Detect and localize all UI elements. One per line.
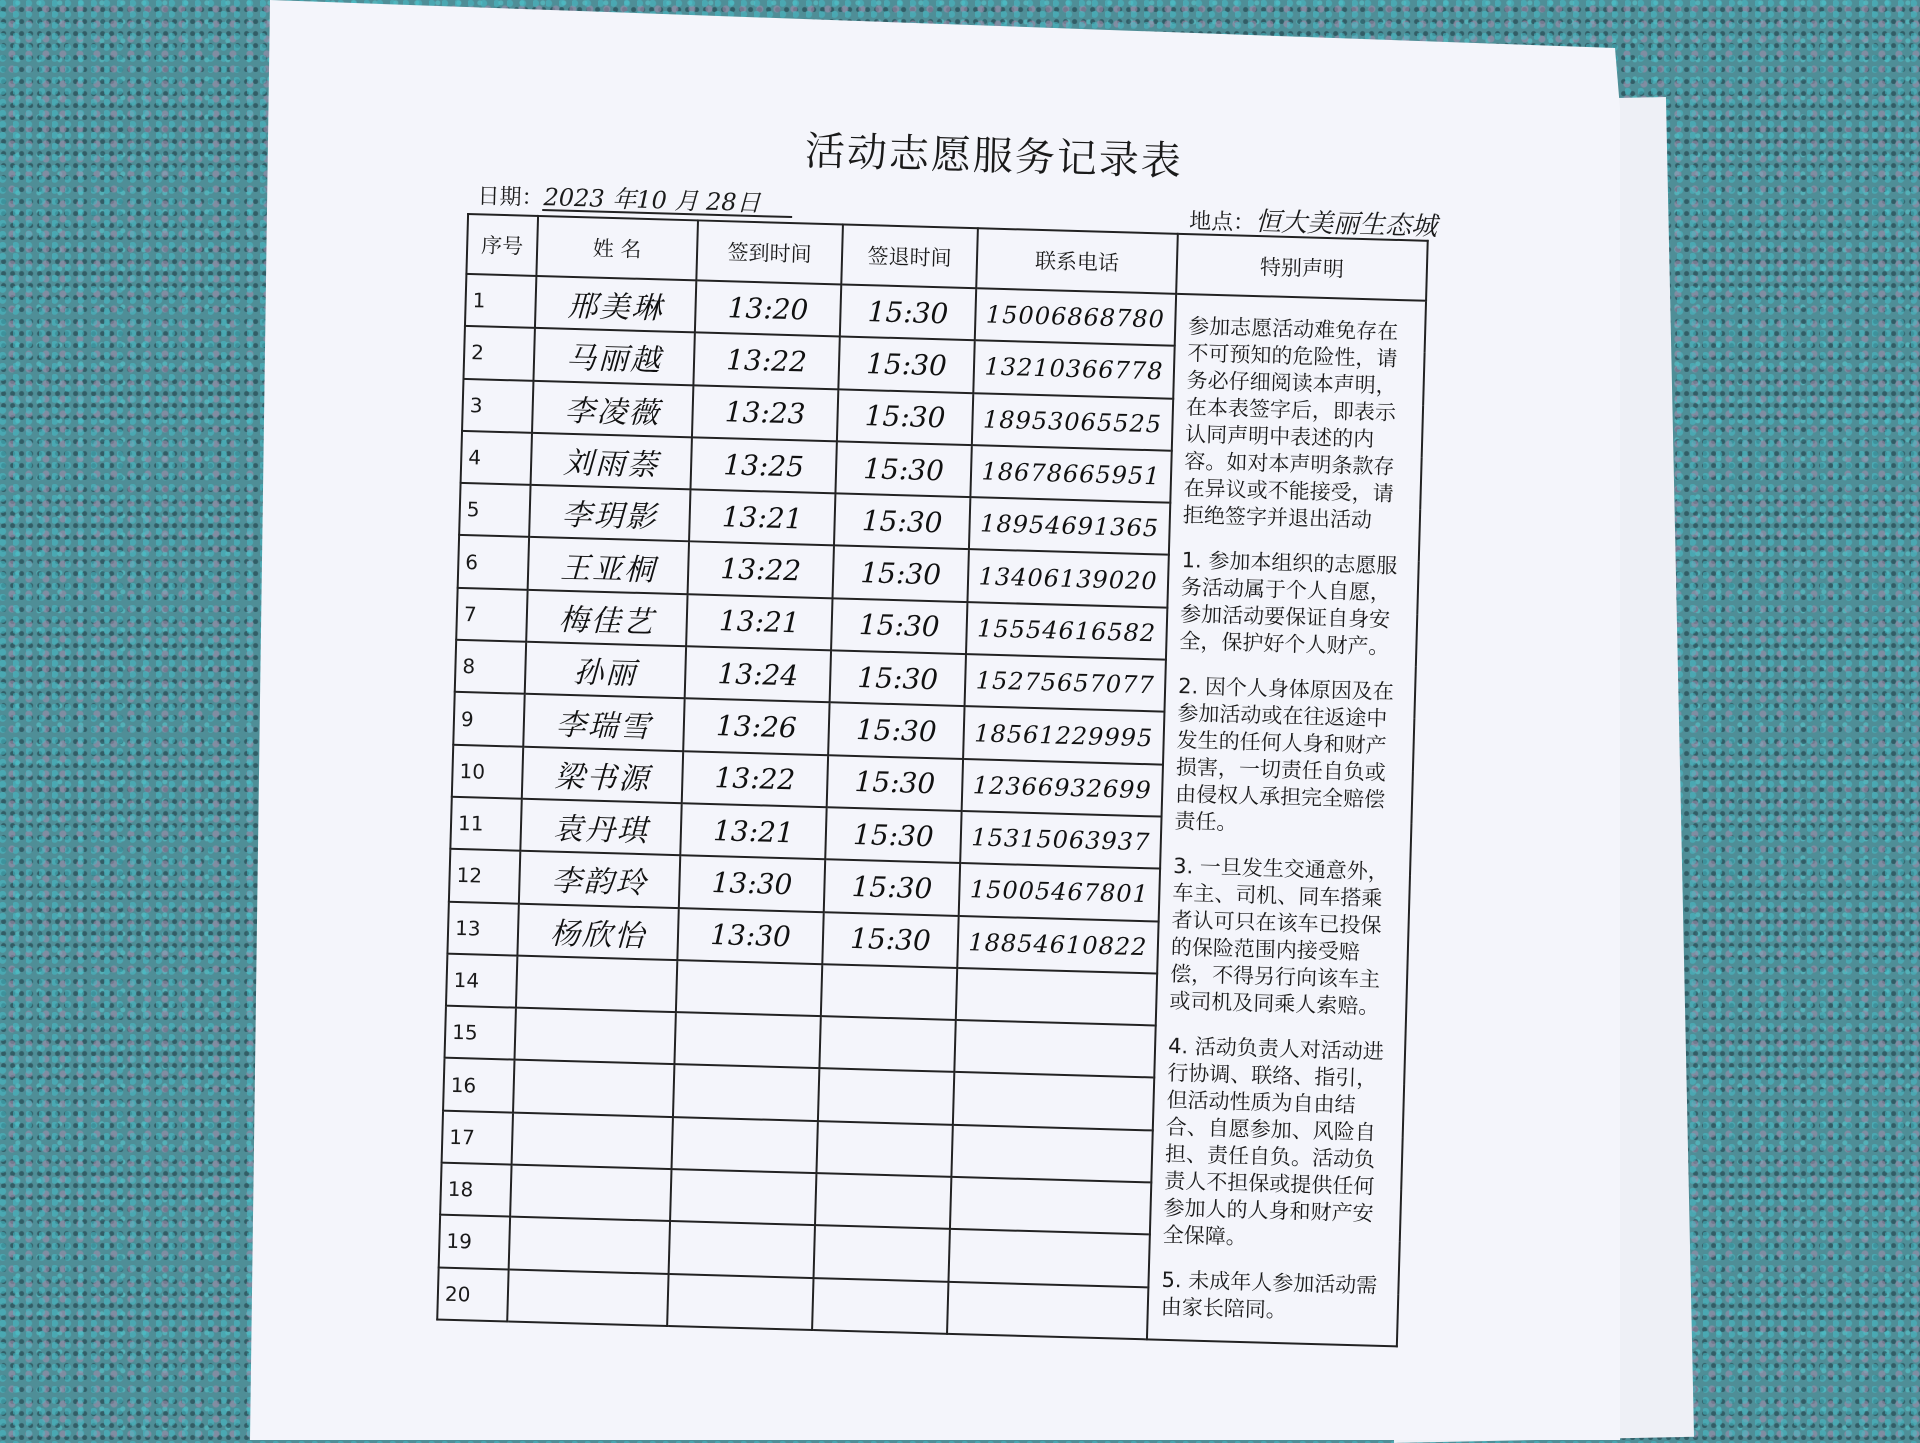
row-checkout: 15:30 (824, 859, 960, 915)
row-number: 13 (447, 901, 518, 955)
row-number: 18 (440, 1163, 511, 1217)
row-checkout: 15:30 (831, 598, 967, 654)
row-number: 20 (437, 1267, 508, 1321)
row-checkout: 15:30 (825, 807, 961, 863)
row-phone (947, 1281, 1148, 1339)
row-number: 10 (452, 744, 523, 798)
row-checkin (676, 960, 822, 1016)
row-checkin: 13:22 (682, 751, 828, 807)
row-number: 15 (445, 1006, 516, 1060)
row-checkin (667, 1274, 813, 1330)
row-name (509, 1217, 670, 1274)
row-number: 17 (442, 1110, 513, 1164)
row-name (514, 1008, 675, 1065)
row-name: 杨欣怡 (517, 903, 678, 960)
record-form (436, 110, 1438, 1347)
row-checkin: 13:21 (686, 594, 832, 650)
row-phone: 15005467801 (959, 863, 1160, 921)
volunteer-table (436, 213, 1429, 1347)
header-declaration: 特别声明 (1176, 234, 1428, 301)
row-number: 9 (453, 692, 524, 746)
row-checkout: 15:30 (822, 912, 958, 968)
declaration-item: 1. 参加本组织的志愿服务活动属于个人自愿，参加活动要保证自身安全，保护好个人财产。 (1179, 548, 1398, 659)
location-field (1189, 199, 1438, 243)
declaration-intro: 参加志愿活动难免存在不可预知的危险性，请务必仔细阅读本声明，在本表签字后，即表示认同声明中表述的内容。如对本声明条款存在异议或不能接受，请拒绝签字并退出活动 (1182, 314, 1399, 533)
row-name: 梁书源 (522, 746, 683, 803)
row-checkout (812, 1278, 948, 1334)
row-checkin (674, 1012, 820, 1068)
row-checkin (672, 1117, 818, 1173)
row-number: 4 (461, 431, 532, 485)
row-number: 12 (449, 849, 520, 903)
location-value: 恒大美丽生态城 (1254, 206, 1438, 243)
row-name: 刘雨萘 (531, 433, 692, 490)
declaration-item: 3. 一旦发生交通意外，车主、司机、同车搭乘者认可只在该车已投保的保险范围内接受赔偿，不得另行向该车主或司机及同乘人索赔。 (1169, 853, 1390, 1019)
row-checkout: 15:30 (827, 755, 963, 811)
row-checkout: 15:30 (835, 441, 971, 497)
row-phone (951, 1125, 1152, 1183)
date-value: 2023 年10 月 28日 (543, 183, 761, 218)
row-phone: 15554616582 (966, 602, 1167, 660)
row-checkin (669, 1221, 815, 1277)
row-checkin: 13:25 (690, 437, 836, 493)
row-number: 5 (459, 483, 530, 537)
row-phone (953, 1072, 1154, 1130)
row-phone: 15006868780 (975, 288, 1176, 346)
row-name: 梅佳艺 (526, 590, 687, 647)
row-phone: 18953065525 (972, 393, 1173, 451)
declaration-item: 4. 活动负责人对活动进行协调、联络、指引，但活动性质为自由结合、自愿参加、风险自担、责任自负。活动负责人不担保或提供任何参加人的人身和财产安全保障。 (1162, 1033, 1385, 1250)
row-checkin: 13:24 (685, 646, 831, 702)
location-label: 地点： (1188, 209, 1256, 236)
row-checkin: 13:20 (695, 280, 841, 336)
row-checkin: 13:22 (688, 542, 834, 598)
row-checkout: 15:30 (828, 703, 964, 759)
row-checkin: 13:22 (693, 333, 839, 389)
row-phone: 18561229995 (963, 706, 1164, 764)
row-name: 袁丹琪 (520, 799, 681, 856)
row-name: 孙丽 (525, 642, 686, 699)
header-checkin: 签到时间 (696, 220, 843, 284)
row-number: 16 (443, 1058, 514, 1112)
row-checkin: 13:21 (689, 489, 835, 545)
row-name (507, 1269, 668, 1326)
row-number: 19 (439, 1215, 510, 1269)
row-checkout (814, 1225, 950, 1281)
row-name: 李瑞雪 (523, 694, 684, 751)
row-phone: 18854610822 (957, 916, 1158, 974)
row-name: 邢美琳 (535, 276, 696, 333)
row-checkout (815, 1173, 951, 1229)
declaration-item: 2. 因个人身体原因及在参加活动或在往返途中发生的任何人身和财产损害，一切责任自负或由侵权人承担完全赔偿责任。 (1174, 674, 1395, 835)
row-phone: 15275657077 (965, 654, 1166, 712)
row-name: 李凌薇 (532, 380, 693, 437)
header-serial: 序号 (466, 214, 538, 276)
row-checkin: 13:30 (677, 908, 823, 964)
row-checkin: 13:26 (683, 699, 829, 755)
row-checkout: 15:30 (838, 337, 974, 393)
row-checkout (816, 1121, 952, 1177)
declaration-item: 5. 未成年人参加活动需由家长陪同。 (1160, 1267, 1378, 1323)
row-checkout: 15:30 (830, 650, 966, 706)
row-number: 3 (462, 379, 533, 433)
row-number: 8 (455, 640, 526, 694)
row-phone: 13210366778 (973, 340, 1174, 398)
row-checkin (673, 1065, 819, 1121)
row-checkout: 15:30 (840, 284, 976, 340)
row-checkout: 15:30 (837, 389, 973, 445)
row-phone: 18954691365 (969, 497, 1170, 555)
row-checkout: 15:30 (834, 494, 970, 550)
row-number: 11 (450, 797, 521, 851)
row-checkout (821, 964, 957, 1020)
row-phone (954, 1020, 1155, 1078)
declaration-cell (1147, 294, 1426, 1347)
row-name (512, 1112, 673, 1169)
row-checkout (819, 1016, 955, 1072)
row-number: 2 (464, 326, 535, 380)
row-name (510, 1165, 671, 1222)
row-phone: 18678665951 (970, 445, 1171, 503)
row-checkin (670, 1169, 816, 1225)
row-name: 马丽越 (533, 328, 694, 385)
header-name: 姓 名 (536, 216, 698, 280)
row-phone: 15315063937 (960, 811, 1161, 869)
row-number: 1 (465, 274, 536, 328)
row-name (516, 956, 677, 1013)
row-name: 李玥影 (529, 485, 690, 542)
row-phone: 12366932699 (962, 759, 1163, 817)
row-checkout (818, 1069, 954, 1125)
row-name: 王亚桐 (528, 537, 689, 594)
row-checkout: 15:30 (833, 546, 969, 602)
row-name: 李韵玲 (519, 851, 680, 908)
row-phone (948, 1229, 1149, 1287)
row-number: 14 (446, 954, 517, 1008)
header-checkout: 签退时间 (841, 224, 978, 288)
row-checkin: 13:30 (679, 855, 825, 911)
row-phone (950, 1177, 1151, 1235)
row-phone: 13406139020 (967, 550, 1168, 608)
row-phone (956, 968, 1157, 1026)
header-phone: 联系电话 (976, 228, 1178, 294)
form-title: 活动志愿服务记录表 (804, 128, 1184, 185)
date-label: 日期： (477, 184, 544, 212)
row-checkin: 13:21 (680, 803, 826, 859)
row-checkin: 13:23 (692, 385, 838, 441)
row-name (513, 1060, 674, 1117)
row-number: 6 (458, 535, 529, 589)
row-number: 7 (456, 588, 527, 642)
